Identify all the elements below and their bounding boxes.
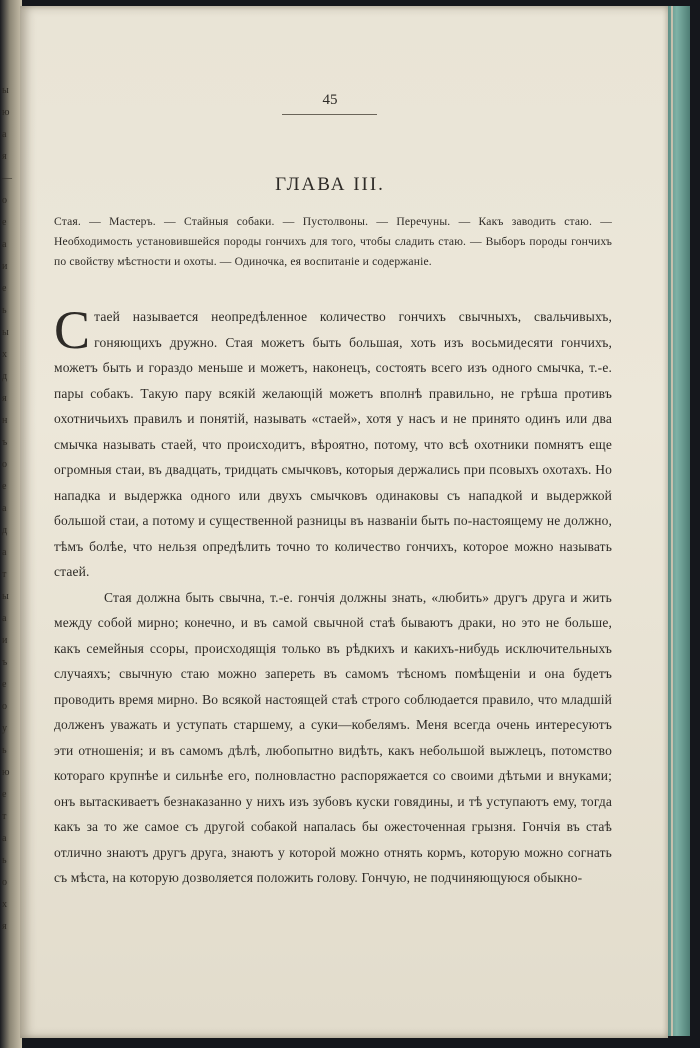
chapter-title: ГЛАВА III.	[275, 174, 385, 195]
chapter-summary: Стая. — Мастеръ. — Стайныя собаки. — Пустолвоны. — Перечуны. — Какъ заводить стаю. — Необходимость установившейся породы гончихъ для того, чтобы сладить стаю. — Выборъ породы гончихъ по свойству мѣстности и охоты. — Одиночка, ея воспитаніе и содержаніе.	[54, 215, 612, 268]
previous-page-edge	[0, 0, 22, 1048]
page-number-rule	[282, 114, 377, 115]
drop-cap: С	[54, 300, 91, 360]
book-cover-edge	[668, 6, 690, 1036]
chapter-body	[54, 300, 612, 891]
paragraph-1-text: таей называется неопредѣленное количество гончихъ свычныхъ, свальчивыхъ, гоняющихъ дружно. Стая можетъ быть большая, хоть изъ восьмидесяти гончихъ, можетъ быть и гораздо меньше и можетъ, наконецъ, состоять всего изъ одного смычка, т.-е. пары собакъ. Такую пару всякій желающій можетъ вполнѣ правильно, не грѣша противъ охотничьихъ правилъ и понятій, называть «стаей», хотя у насъ и не принято одинъ или два смычка называть стаей, что происходитъ, вѣроятно, потому, что всѣ охотники помнятъ еще огромныя стаи, въ двадцать, тридцать смычковъ, которыя держались при псовыхъ охотахъ. Но нападка и выдержка одного или двухъ смычковъ одинаковы съ нападкой и выдержкой большой стаи, а потому и существенной разницы въ названіи быть по-настоящему не должно, тѣмъ болѣе, что нельзя опредѣлить точно то количество гончихъ, которое можно называть стаей.	[54, 309, 612, 579]
book-page	[20, 6, 668, 1038]
page-number: 45	[322, 92, 338, 108]
paragraph-2: Стая должна быть свычна, т.-е. гончія должны знать, «любить» другъ друга и жить между собой мирно; конечно, и въ самой свычной стаѣ бываютъ драки, но это не больше, какъ семейныя ссоры, происходящія только въ рѣдкихъ и какихъ-нибудь исключительныхъ случаяхъ; свычную стаю можно запереть въ самомъ тѣсномъ помѣщеніи и она будетъ проводить время мирно. Во всякой настоящей стаѣ строго соблюдается правило, что младшій долженъ уважать и уступать старшему, а суки—кобелямъ. Меня всегда очень интересуютъ эти отношенія; и въ самомъ дѣлѣ, любопытно видѣть, какъ небольшой выжлецъ, потомство котораго крупнѣе и сильнѣе его, полновластно распоряжается со своими дѣтьми и внуками; онъ вытаскиваетъ безнаказанно у нихъ изъ зубовъ куски говядины, и тѣ уступаютъ ему, тогда какъ за то же самое съ другой собакой напалась бы ожесточенная грызня. Гончія въ стаѣ отлично знаютъ другъ друга, знаютъ у которой можно отнять кормъ, которую можно согнать съ мѣста, на которую дозволяется положить голову. Гончую, не подчиняющуюся обыкно-	[54, 589, 612, 885]
paragraph-1	[54, 300, 612, 585]
previous-page-text-fragments: ы ю а я — о е а и е ь ы х д я н ъ о е а д а т ы а и ъ е о у ь ю е т а ь о х я	[2, 85, 12, 932]
